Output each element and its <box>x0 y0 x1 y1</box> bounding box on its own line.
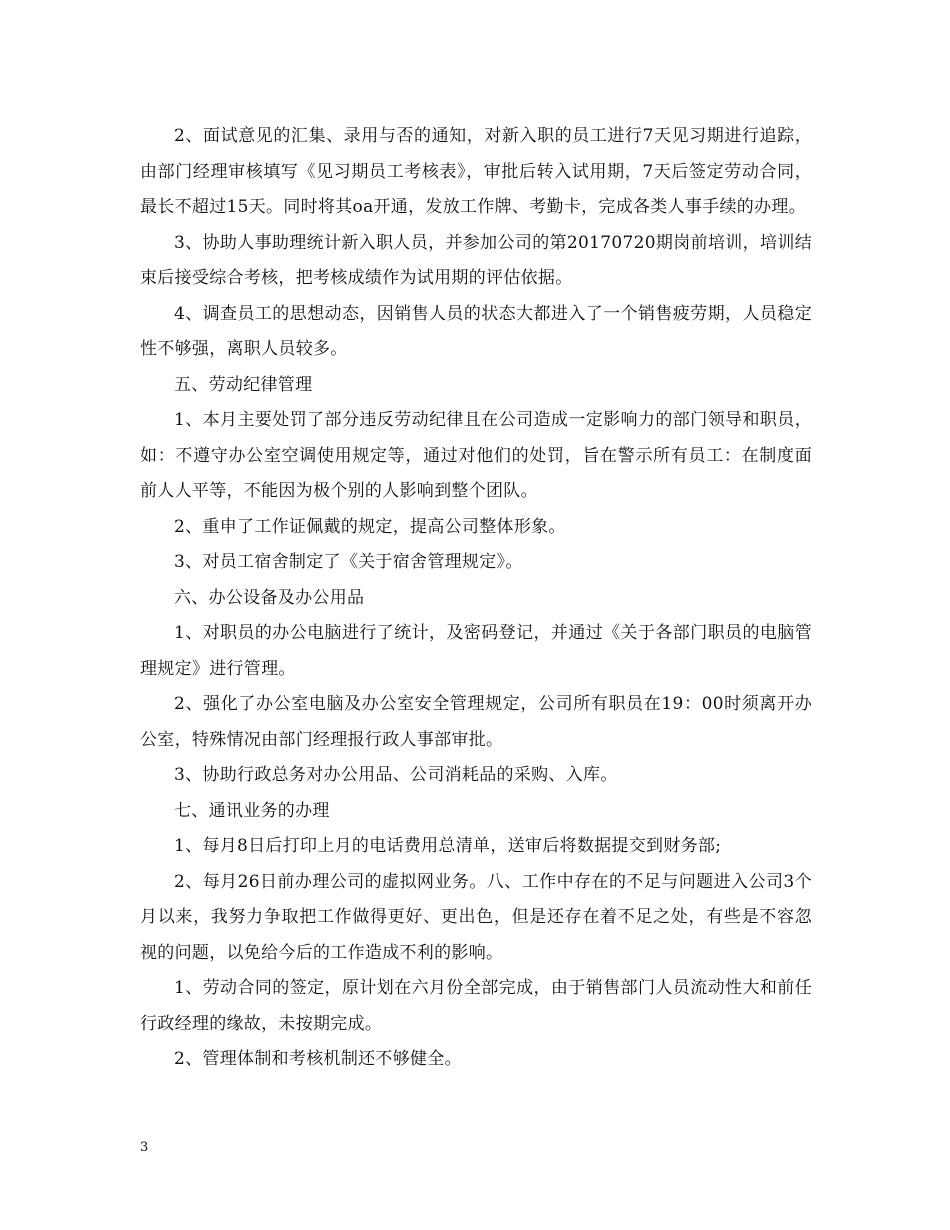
section-heading-labor-discipline: 五、劳动纪律管理 <box>174 374 313 395</box>
paragraph-phone-bill: 1、每月8日后打印上月的电话费用总清单，送审后将数据提交到财务部; <box>174 836 722 856</box>
paragraph-discipline-penalties: 1、本月主要处罚了部分违反劳动纪律且在公司造成一定影响力的部门领导和职员，如：不遵守办公室空调使用规定等，通过对他们的处罚，旨在警示所有员工：在制度面前人人平等，不能因为极个别的人影响到整个团队。 <box>140 410 812 501</box>
section-heading-telecom-services: 七、通讯业务的办理 <box>174 800 330 821</box>
paragraph-dormitory-rule: 3、对员工宿舍制定了《关于宿舍管理规定》。 <box>174 552 523 572</box>
paragraph-management-system: 2、管理体制和考核机制还不够健全。 <box>174 1049 462 1069</box>
paragraph-office-security: 2、强化了办公室电脑及办公室安全管理规定，公司所有职员在19：00时须离开办公室，特殊情况由部门经理报行政人事部审批。 <box>140 694 812 750</box>
document-body <box>140 119 812 1078</box>
paragraph-supplies-procurement: 3、协助行政总务对办公用品、公司消耗品的采购、入库。 <box>174 765 618 785</box>
paragraph-probation-tracking: 2、面试意见的汇集、录用与否的通知，对新入职的员工进行7天见习期进行追踪，由部门经理审核填写《见习期员工考核表》，审批后转入试用期，7天后签定劳动合同，最长不超过15天。同时将其oa开通，发放工作牌、考勤卡，完成各类人事手续的办理。 <box>140 126 812 217</box>
paragraph-employee-morale: 4、调查员工的思想动态，因销售人员的状态大都进入了一个销售疲劳期，人员稳定性不够强，离职人员较多。 <box>140 303 812 359</box>
page-number: 3 <box>140 1140 149 1155</box>
section-heading-office-equipment: 六、办公设备及办公用品 <box>174 587 365 608</box>
paragraph-pre-job-training: 3、协助人事助理统计新入职人员，并参加公司的第20170720期岗前培训，培训结束后接受综合考核，把考核成绩作为试用期的评估依据。 <box>140 232 812 288</box>
paragraph-computer-inventory: 1、对职员的办公电脑进行了统计，及密码登记，并通过《关于各部门职员的电脑管理规定》进行管理。 <box>140 623 812 679</box>
paragraph-badge-rule: 2、重申了工作证佩戴的规定，提高公司整体形象。 <box>174 516 566 537</box>
paragraph-virtual-network: 2、每月26日前办理公司的虚拟网业务。八、工作中存在的不足与问题进入公司3个月以来，我努力争取把工作做得更好、更出色，但是还存在着不足之处，有些是不容忽视的问题，以免给今后的工作造成不利的影响。 <box>140 871 812 963</box>
paragraph-labor-contracts: 1、劳动合同的签定，原计划在六月份全部完成，由于销售部门人员流动性大和前任行政经理的缘故，未按期完成。 <box>140 978 812 1034</box>
